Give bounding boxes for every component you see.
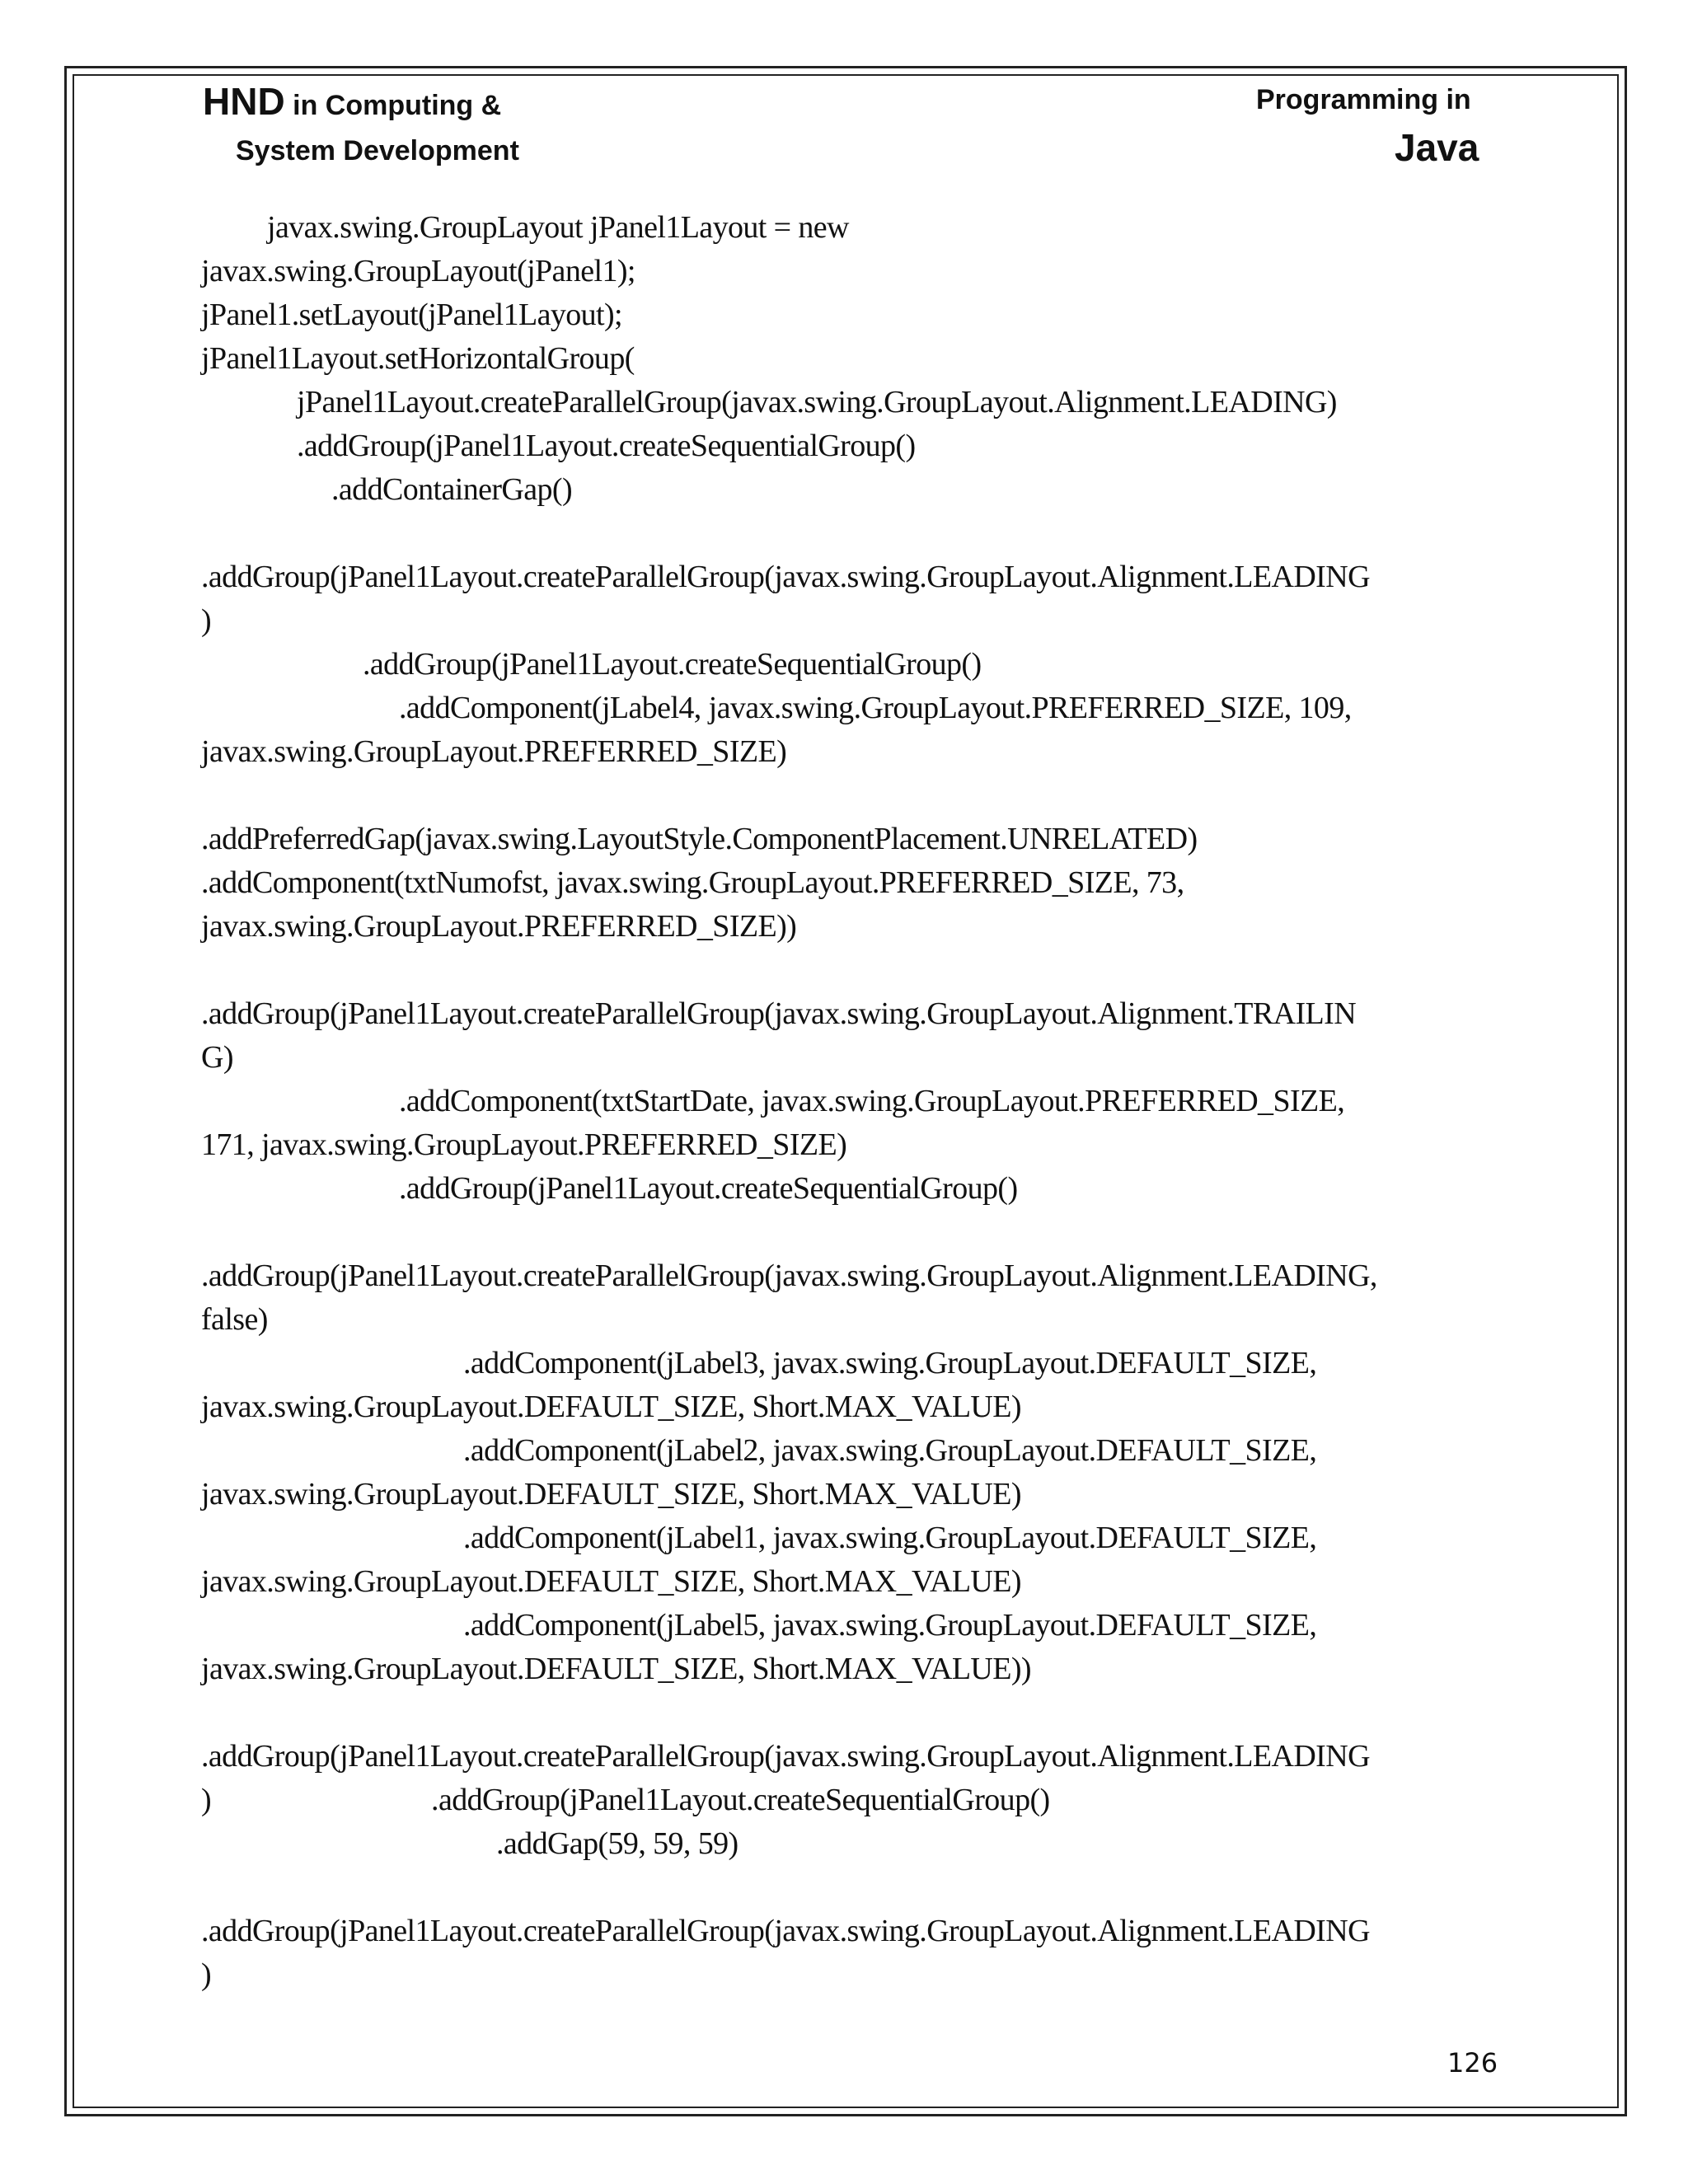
- code-line: .addGroup(jPanel1Layout.createParallelGroup(javax.swing.GroupLayout.Alignment.LEADING,: [201, 1258, 1377, 1293]
- code-line: [201, 512, 1503, 555]
- code-line: 171, javax.swing.GroupLayout.PREFERRED_SIZE): [201, 1127, 847, 1162]
- header-hnd: HND: [203, 80, 285, 123]
- code-line: G): [201, 1040, 233, 1075]
- code-line: [201, 1691, 1503, 1735]
- code-line: .addComponent(jLabel5, javax.swing.GroupLayout.DEFAULT_SIZE,: [463, 1608, 1317, 1643]
- code-line: javax.swing.GroupLayout.DEFAULT_SIZE, Short.MAX_VALUE): [201, 1477, 1021, 1511]
- code-line: .addGroup(jPanel1Layout.createParallelGroup(javax.swing.GroupLayout.Alignment.TRAILIN: [201, 996, 1357, 1031]
- code-line: .addComponent(jLabel4, javax.swing.GroupLayout.PREFERRED_SIZE, 109,: [399, 691, 1352, 725]
- code-line: .addGap(59, 59, 59): [496, 1826, 738, 1861]
- code-line: .addComponent(jLabel2, javax.swing.GroupLayout.DEFAULT_SIZE,: [463, 1433, 1317, 1468]
- code-line: [201, 1211, 1503, 1254]
- code-line: false): [201, 1302, 268, 1337]
- code-line: .addGroup(jPanel1Layout.createParallelGroup(javax.swing.GroupLayout.Alignment.LEADING: [201, 560, 1370, 594]
- code-line: .addGroup(jPanel1Layout.createSequentialGroup(): [297, 429, 916, 463]
- code-line: [201, 1866, 1503, 1910]
- code-line: javax.swing.GroupLayout.DEFAULT_SIZE, Short.MAX_VALUE): [201, 1564, 1021, 1599]
- code-line: .addPreferredGap(javax.swing.LayoutStyle.ComponentPlacement.UNRELATED): [201, 822, 1198, 856]
- header-course-line1: [203, 79, 501, 124]
- header-subject-line2: Java: [1395, 126, 1479, 169]
- code-line: .addGroup(jPanel1Layout.createParallelGroup(javax.swing.GroupLayout.Alignment.LEADING: [201, 1739, 1370, 1774]
- header-in-computing: in Computing &: [284, 90, 502, 121]
- code-line: .addGroup(jPanel1Layout.createSequentialGroup(): [399, 1171, 1018, 1206]
- code-line: javax.swing.GroupLayout.PREFERRED_SIZE): [201, 734, 787, 769]
- code-line: ): [201, 1957, 212, 1992]
- code-line: .addComponent(txtNumofst, javax.swing.GroupLayout.PREFERRED_SIZE, 73,: [201, 865, 1184, 900]
- code-line: .addGroup(jPanel1Layout.createParallelGroup(javax.swing.GroupLayout.Alignment.LEADING: [201, 1914, 1370, 1948]
- header-course-line2: System Development: [236, 135, 519, 166]
- code-line: .addContainerGap(): [331, 472, 573, 507]
- code-line: javax.swing.GroupLayout.DEFAULT_SIZE, Short.MAX_VALUE): [201, 1390, 1021, 1424]
- code-line: javax.swing.GroupLayout.PREFERRED_SIZE)): [201, 909, 797, 944]
- code-line: [201, 774, 1503, 818]
- code-line: javax.swing.GroupLayout jPanel1Layout = new: [267, 210, 849, 245]
- code-line: javax.swing.GroupLayout(jPanel1);: [201, 254, 635, 288]
- code-line: .addComponent(jLabel1, javax.swing.GroupLayout.DEFAULT_SIZE,: [463, 1521, 1317, 1555]
- code-line: ): [201, 603, 212, 638]
- code-line: jPanel1.setLayout(jPanel1Layout);: [201, 298, 623, 332]
- page-number: 126: [1447, 2047, 1498, 2079]
- code-line: jPanel1Layout.createParallelGroup(javax.swing.GroupLayout.Alignment.LEADING): [297, 385, 1337, 419]
- code-line: jPanel1Layout.setHorizontalGroup(: [201, 341, 635, 376]
- code-line: .addGroup(jPanel1Layout.createSequentialGroup(): [363, 647, 982, 682]
- code-listing: [201, 206, 1503, 1997]
- code-line: ) .addGroup(jPanel1Layout.createSequentialGroup(): [201, 1783, 1050, 1817]
- code-line: .addComponent(jLabel3, javax.swing.GroupLayout.DEFAULT_SIZE,: [463, 1346, 1317, 1380]
- code-line: .addComponent(txtStartDate, javax.swing.GroupLayout.PREFERRED_SIZE,: [399, 1084, 1345, 1118]
- header-subject-line1: Programming in: [1256, 84, 1471, 115]
- code-line: javax.swing.GroupLayout.DEFAULT_SIZE, Short.MAX_VALUE)): [201, 1652, 1031, 1686]
- code-line: [201, 949, 1503, 992]
